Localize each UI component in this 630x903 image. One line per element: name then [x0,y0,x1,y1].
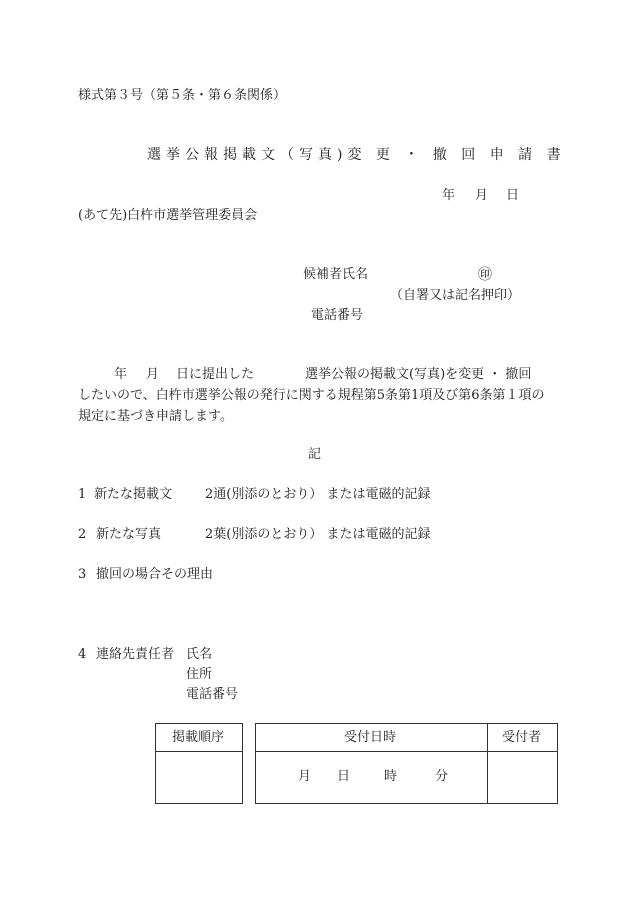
date-year-label: 年 [442,188,456,203]
contact-name-label: 氏名 [186,647,213,662]
body-line2: したいので、白杵市選挙公報の発行に関する規程第5条第1項及び第6条第１項の [78,388,545,403]
item-1-number: 1 [78,487,87,502]
item-3-number: 3 [78,567,87,582]
body-line1-rest: 選挙公報の掲載文(写真)を変更 ・ 撤回 [305,367,532,382]
item-1-detail: 2通(別添のとおり） または電磁的記録 [205,487,431,502]
contact-phone-label: 電話番号 [186,687,239,702]
body-line3: 規定に基づき申請します。 [78,409,233,424]
reception-table-divider [255,751,558,752]
ki-heading: 記 [308,447,322,462]
item-3-label: 撤回の場合その理由 [96,567,214,582]
item-4-label: 連絡先責任者 [96,647,175,662]
received-minute-label: 分 [435,769,449,784]
item-2-number: 2 [78,527,87,542]
body-day-submitted: 日に提出した [176,367,255,382]
received-hour-label: 時 [384,769,398,784]
received-day-label: 日 [337,769,351,784]
body-year: 年 [114,367,128,382]
document-title: 選挙公報掲載文（写真)変 更 ・ 撤 回 申 請 書 [147,147,566,163]
seal-note: （自署又は記名押印） [390,288,521,303]
addressee: (あて先)白杵市選挙管理委員会 [78,208,258,223]
candidate-name-label: 候補者氏名 [303,267,369,282]
date-month-label: 月 [475,188,489,203]
order-table-divider [155,751,243,752]
receiver-header: 受付者 [502,730,542,745]
order-header: 掲載順序 [172,730,225,745]
candidate-phone-label: 電話番号 [311,308,364,323]
reception-table-column-divider [487,723,488,804]
contact-address-label: 住所 [186,667,213,682]
date-day-label: 日 [506,188,520,203]
item-2-detail: 2葉(別添のとおり） または電磁的記録 [205,527,431,542]
item-2-label: 新たな写真 [96,527,162,542]
seal-icon: ㊞ [478,267,492,283]
body-month: 月 [146,367,160,382]
received-month-label: 月 [298,769,312,784]
item-4-number: 4 [78,647,87,662]
item-1-label: 新たな掲載文 [94,487,173,502]
received-datetime-header: 受付日時 [344,730,397,745]
form-number: 様式第３号（第５条・第６条関係） [78,88,287,103]
